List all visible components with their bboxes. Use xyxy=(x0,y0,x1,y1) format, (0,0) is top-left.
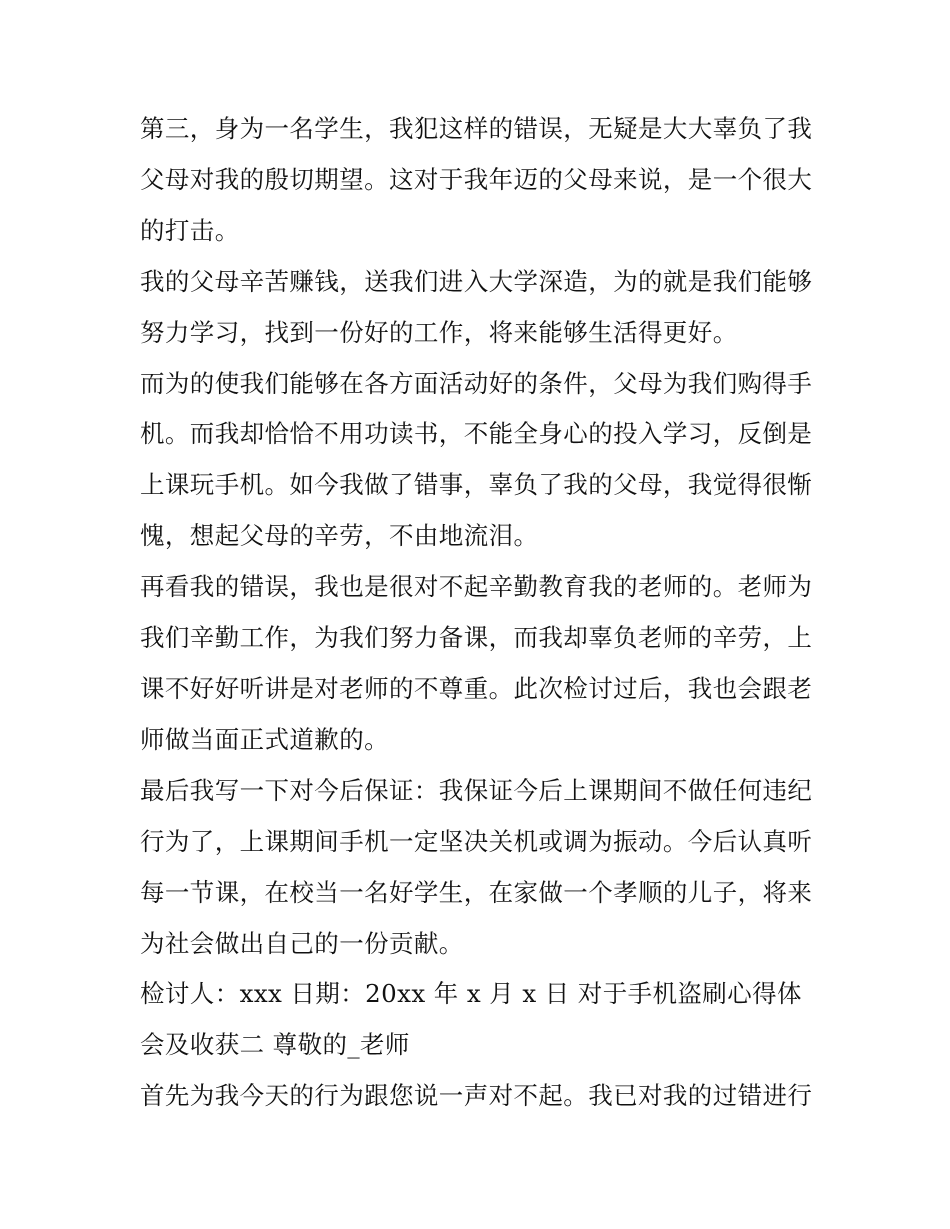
paragraph-parents-support: 我的父母辛苦赚钱，送我们进入大学深造，为的就是我们能够努力学习，找到一份好的工作，将来能够生活得更好。 xyxy=(140,266,813,347)
paragraph-signature-and-heading: 检讨人：xxx 日期：20xx 年 x 月 x 日 对于手机盗刷心得体会及收获二 尊敬的_老师 xyxy=(140,979,802,1060)
paragraph-apology-to-teacher: 再看我的错误，我也是很对不起辛勤教育我的老师的。老师为我们辛勤工作，为我们努力备课，而我却辜负老师的辛劳，上课不好好听讲是对老师的不尊重。此次检讨过后，我也会跟老师做当面正式道歉的。 xyxy=(140,572,813,754)
paragraph-phone-in-class: 而为的使我们能够在各方面活动好的条件，父母为我们购得手机。而我却恰恰不用功读书，不能全身心的投入学习，反倒是上课玩手机。如今我做了错事，辜负了我的父母，我觉得很惭愧，想起父母的辛劳，不由地流泪。 xyxy=(140,368,813,551)
paragraph-future-promise: 最后我写一下对今后保证：我保证今后上课期间不做任何违纪行为了，上课期间手机一定坚决关机或调为振动。今后认真听每一节课，在校当一名好学生，在家做一个孝顺的儿子，将来为社会做出自己的一份贡献。 xyxy=(140,775,813,958)
document-body xyxy=(140,104,820,1122)
paragraph-second-letter-opening: 首先为我今天的行为跟您说一声对不起。我已对我的过错进行 xyxy=(140,1081,813,1111)
paragraph-disappointing-parents: 第三，身为一名学生，我犯这样的错误，无疑是大大辜负了我父母对我的殷切期望。这对于我年迈的父母来说，是一个很大的打击。 xyxy=(140,114,813,245)
